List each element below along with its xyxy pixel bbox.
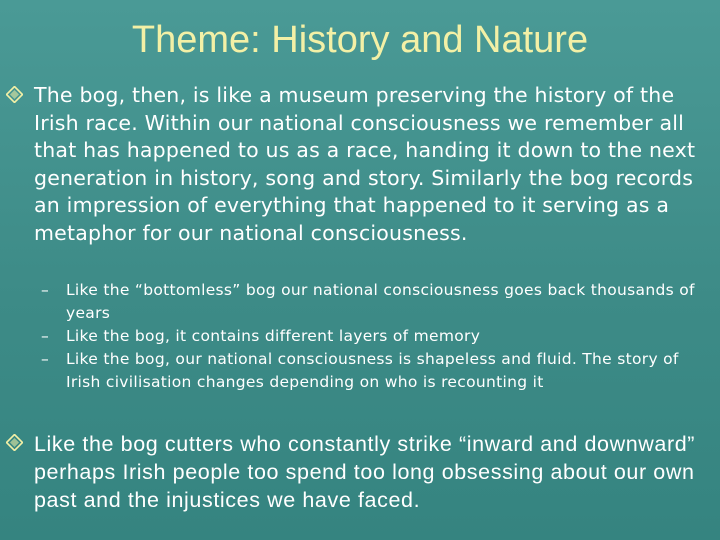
bullet-item	[6, 430, 706, 514]
dash-marker: –	[41, 350, 50, 368]
diamond-bullet-icon	[6, 434, 23, 451]
sub-bullet-text: Like the bog, our national consciousness is shapeless and fluid. The story of Irish civilisation changes depending on who is recounting it	[66, 350, 679, 391]
dash-marker: –	[41, 281, 50, 299]
diamond-bullet-icon	[6, 86, 23, 103]
bullet-text: Like the bog cutters who constantly strike “inward and downward” perhaps Irish people too spend too long obsessing about our own past and the injustices we have faced.	[34, 432, 696, 512]
slide-title: Theme: History and Nature	[131, 19, 589, 61]
dash-marker: –	[41, 327, 50, 345]
sub-bullet-text: Like the bog, it contains different layers of memory	[66, 327, 481, 345]
bullet-text: The bog, then, is like a museum preserving the history of the Irish race. Within our national consciousness we remember all that has happened to us as a race, handing it down to the next generation in history, song and story. Similarly the bog records an impression of everything that happened to it serving as a metaphor for our national consciousness.	[34, 83, 696, 245]
sub-bullet-item	[38, 279, 698, 325]
sub-bullet-item	[38, 325, 698, 348]
bullet-item	[6, 82, 706, 247]
sub-bullet-list	[38, 279, 698, 394]
sub-bullet-text: Like the “bottomless” bog our national consciousness goes back thousands of years	[66, 281, 695, 322]
sub-bullet-item	[38, 348, 698, 394]
